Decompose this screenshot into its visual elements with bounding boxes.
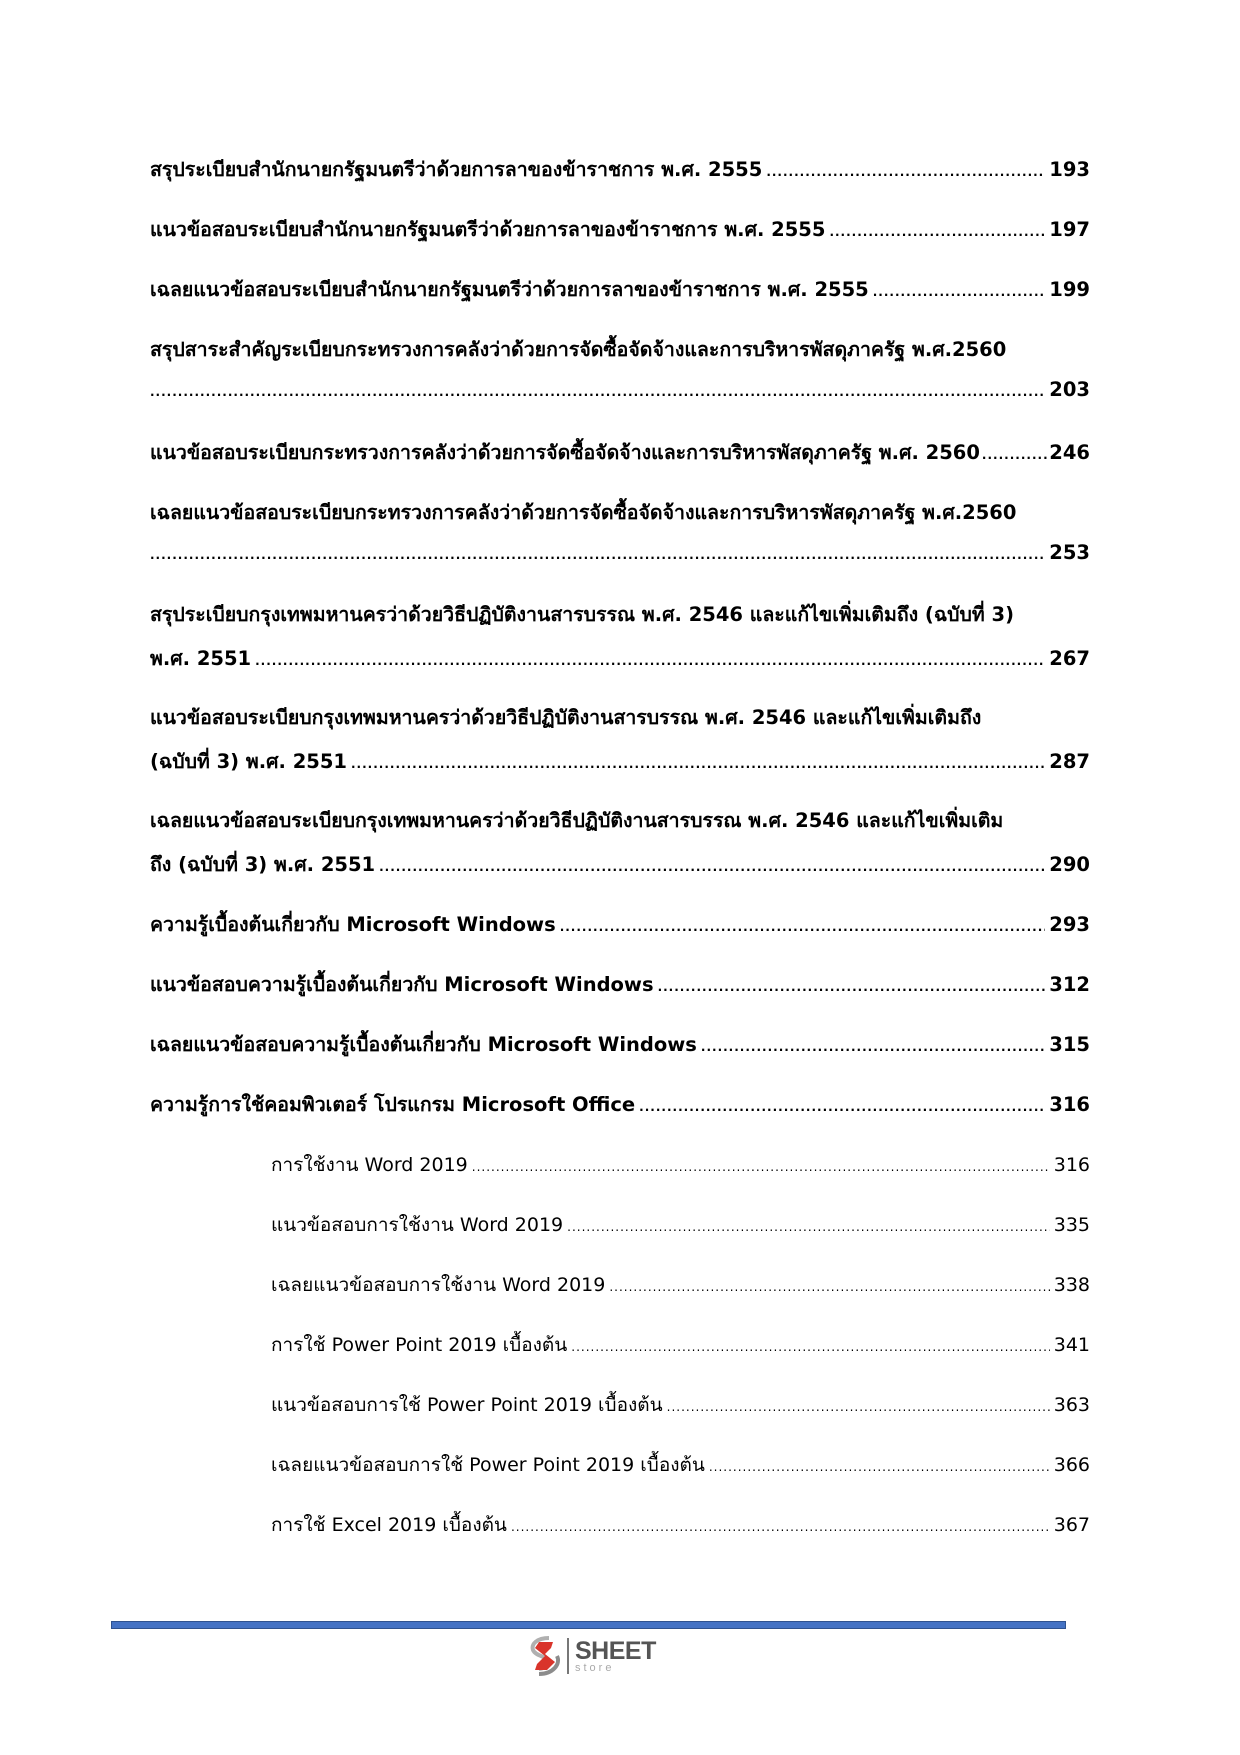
dot-leader [667, 1392, 1050, 1422]
dot-leader [766, 157, 1045, 187]
toc-entry-page: 335 [1053, 1214, 1090, 1236]
toc-entry-page: 367 [1053, 1514, 1090, 1536]
dot-leader [150, 540, 1045, 570]
logo-subword: store [575, 1661, 615, 1674]
dot-leader [511, 1512, 1050, 1542]
toc-entry-page: 366 [1053, 1454, 1090, 1476]
toc-entry-page: 193 [1049, 158, 1090, 181]
toc-entry-title: ความรู้เบื้องต้นเกี่ยวกับ Microsoft Windows [150, 913, 556, 936]
toc-entry-page: 287 [1049, 750, 1090, 773]
dot-leader [379, 852, 1045, 882]
sheet-store-logo [527, 1636, 656, 1676]
toc-entry-title: เฉลยแนวข้อสอบระเบียบกรุงเทพมหานครว่าด้วยวิธีปฏิบัติงานสารบรรณ พ.ศ. 2546 และแก้ไขเพิ่มเติม [150, 809, 1004, 832]
toc-entry[interactable] [150, 806, 1090, 880]
toc-entry[interactable] [150, 1030, 1090, 1060]
toc-entry[interactable] [150, 600, 1090, 674]
toc-entry-page: 316 [1053, 1154, 1090, 1176]
toc-subentry[interactable] [271, 1330, 1090, 1360]
dot-leader [567, 1212, 1050, 1242]
logo-word: SHEET [575, 1636, 656, 1665]
toc-entry-page: 197 [1049, 218, 1090, 241]
toc-entry-title-cont: ถึง (ฉบับที่ 3) พ.ศ. 2551 [150, 853, 376, 876]
toc-entry-page: 312 [1049, 973, 1090, 996]
dot-leader [150, 377, 1045, 407]
toc-subentry[interactable] [271, 1450, 1090, 1480]
toc-entry-title: แนวข้อสอบการใช้ Power Point 2019 เบื้องต้น [271, 1394, 663, 1416]
toc-entry-title: เฉลยแนวข้อสอบการใช้งาน Word 2019 [271, 1274, 606, 1296]
toc-entry[interactable] [150, 498, 1090, 568]
logo-separator [567, 1638, 569, 1674]
toc-entry-title: การใช้ Excel 2019 เบื้องต้น [271, 1514, 507, 1536]
toc-entry-page: 246 [1049, 441, 1090, 464]
toc-entry[interactable] [150, 155, 1090, 185]
toc-entry-title: การใช้งาน Word 2019 [271, 1154, 468, 1176]
toc-entry-title: สรุปสาระสำคัญระเบียบกระทรวงการคลังว่าด้วยการจัดซื้อจัดจ้างและการบริหารพัสดุภาครัฐ พ.ศ.2560 [150, 338, 1007, 361]
toc-entry[interactable] [150, 910, 1090, 940]
toc-entry-page: 203 [1049, 378, 1090, 401]
toc-subentry[interactable] [271, 1390, 1090, 1420]
toc-entry[interactable] [150, 1090, 1090, 1120]
toc-entry-page: 315 [1049, 1033, 1090, 1056]
dot-leader [609, 1272, 1049, 1302]
s-logo-icon [527, 1636, 563, 1676]
dot-leader [560, 912, 1046, 942]
dot-leader [658, 972, 1046, 1002]
toc-entry[interactable] [150, 703, 1090, 777]
toc-entry-page: 253 [1049, 541, 1090, 564]
toc-entry-page: 363 [1053, 1394, 1090, 1416]
dot-leader [351, 749, 1045, 779]
footer-divider-bar [111, 1621, 1066, 1629]
dot-leader [571, 1332, 1049, 1362]
toc-entry-title: แนวข้อสอบระเบียบกระทรวงการคลังว่าด้วยการจัดซื้อจัดจ้างและการบริหารพัสดุภาครัฐ พ.ศ. 2560 [150, 441, 980, 464]
toc-subentry[interactable] [271, 1510, 1090, 1540]
toc-entry-title: แนวข้อสอบความรู้เบื้องต้นเกี่ยวกับ Microsoft Windows [150, 973, 654, 996]
toc-entry-page: 290 [1049, 853, 1090, 876]
toc-subentry[interactable] [271, 1150, 1090, 1180]
dot-leader [829, 217, 1045, 247]
dot-leader [982, 440, 1047, 470]
toc-entry-title: เฉลยแนวข้อสอบระเบียบกระทรวงการคลังว่าด้วยการจัดซื้อจัดจ้างและการบริหารพัสดุภาครัฐ พ.ศ.2560 [150, 501, 1017, 524]
toc-entry-title-cont: (ฉบับที่ 3) พ.ศ. 2551 [150, 750, 347, 773]
toc-entry[interactable] [150, 438, 1090, 468]
toc-entry[interactable] [150, 275, 1090, 305]
toc-entry-title: สรุประเบียบกรุงเทพมหานครว่าด้วยวิธีปฏิบัติงานสารบรรณ พ.ศ. 2546 และแก้ไขเพิ่มเติมถึง (ฉบับที่ 3) [150, 603, 1015, 626]
toc-entry-title: การใช้ Power Point 2019 เบื้องต้น [271, 1334, 568, 1356]
dot-leader [255, 646, 1045, 676]
toc-entry-title: เฉลยแนวข้อสอบระเบียบสำนักนายกรัฐมนตรีว่าด้วยการลาของข้าราชการ พ.ศ. 2555 [150, 278, 869, 301]
toc-entry-title: แนวข้อสอบระเบียบกรุงเทพมหานครว่าด้วยวิธีปฏิบัติงานสารบรรณ พ.ศ. 2546 และแก้ไขเพิ่มเติมถึง [150, 706, 982, 729]
dot-leader [709, 1452, 1050, 1482]
dot-leader [873, 277, 1046, 307]
toc-entry-title: แนวข้อสอบการใช้งาน Word 2019 [271, 1214, 564, 1236]
toc-entry-page: 293 [1049, 913, 1090, 936]
toc-entry-page: 341 [1053, 1334, 1090, 1356]
toc-entry-page: 199 [1049, 278, 1090, 301]
toc-entry-title: เฉลยแนวข้อสอบความรู้เบื้องต้นเกี่ยวกับ Microsoft Windows [150, 1033, 697, 1056]
toc-entry[interactable] [150, 970, 1090, 1000]
toc-entry-page: 338 [1053, 1274, 1090, 1296]
toc-entry-title-cont: พ.ศ. 2551 [150, 647, 252, 670]
toc-entry-title: แนวข้อสอบระเบียบสำนักนายกรัฐมนตรีว่าด้วยการลาของข้าราชการ พ.ศ. 2555 [150, 218, 826, 241]
toc-subentry[interactable] [271, 1270, 1090, 1300]
dot-leader [472, 1152, 1050, 1182]
toc-entry-title: ความรู้การใช้คอมพิวเตอร์ โปรแกรม Microsoft Office [150, 1093, 636, 1116]
toc-entry-page: 316 [1049, 1093, 1090, 1116]
toc-entry[interactable] [150, 335, 1090, 405]
dot-leader [701, 1032, 1045, 1062]
toc-entry[interactable] [150, 215, 1090, 245]
toc-entry-title: เฉลยแนวข้อสอบการใช้ Power Point 2019 เบื้องต้น [271, 1454, 705, 1476]
toc-subentry[interactable] [271, 1210, 1090, 1240]
toc-entry-title: สรุประเบียบสำนักนายกรัฐมนตรีว่าด้วยการลาของข้าราชการ พ.ศ. 2555 [150, 158, 763, 181]
toc-entry-page: 267 [1049, 647, 1090, 670]
dot-leader [639, 1092, 1045, 1122]
